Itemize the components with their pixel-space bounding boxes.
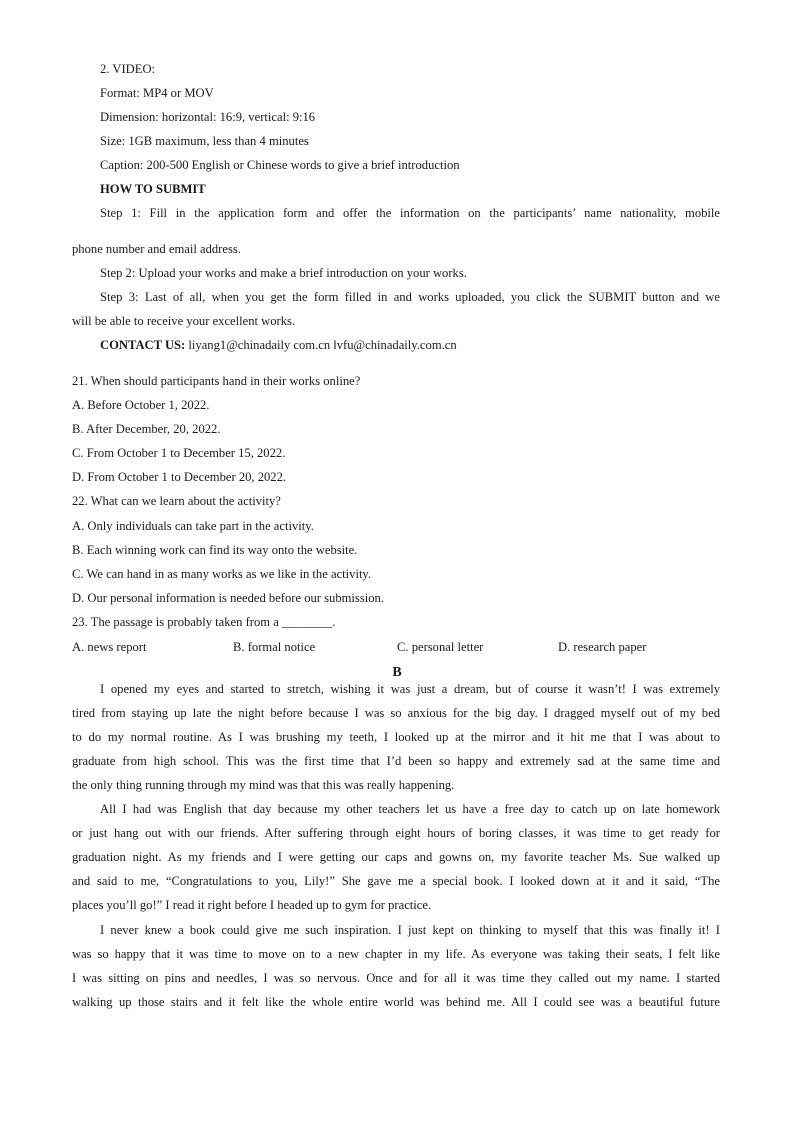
contact-line <box>100 337 457 353</box>
video-size: Size: 1GB maximum, less than 4 minutes <box>100 134 309 148</box>
q23-option-a: A. news report <box>72 640 147 654</box>
q22-option-b: B. Each winning work can find its way onto the website. <box>72 543 358 557</box>
q23-option-c: C. personal letter <box>397 640 484 654</box>
contact-emails: liyang1@chinadaily com.cn lvfu@chinadaily.com.cn <box>188 338 457 352</box>
video-dimension: Dimension: horizontal: 16:9, vertical: 9:16 <box>100 110 316 124</box>
passage-line: places you’ll go!” I read it right before I headed up to gym for practice. <box>72 898 432 912</box>
passage-line: was so happy that it was time to move on to a new chapter in my life. As everyone was taking their seats, I felt like <box>72 947 720 961</box>
q21-stem: 21. When should participants hand in their works online? <box>72 374 361 388</box>
q21-option-a: A. Before October 1, 2022. <box>72 398 210 412</box>
passage-line: I opened my eyes and started to stretch, wishing it was just a dream, but of course it wasn’t! I was extremely <box>100 682 720 696</box>
passage-line: tired from staying up late the night before because I was so anxious for the big day. I dragged myself out of my bed <box>72 706 720 720</box>
passage-line: to do my normal routine. As I was brushing my teeth, I looked up at the mirror and it hit me that I was about to <box>72 730 720 744</box>
video-heading: 2. VIDEO: <box>100 62 156 76</box>
passage-line: All I had was English that day because my other teachers let us have a free day to catch up on late homework <box>100 802 720 816</box>
submit-step1-line1: Step 1: Fill in the application form and offer the information on the participants’ name nationality, mobile <box>100 206 720 220</box>
q23-option-d: D. research paper <box>558 640 647 654</box>
video-caption: Caption: 200-500 English or Chinese words to give a brief introduction <box>100 158 460 172</box>
submit-step1-line2: phone number and email address. <box>72 242 241 256</box>
passage-line: walking up those stairs and it felt like the whole entire world was behind me. All I could see was a beautiful future <box>72 995 720 1009</box>
passage-line: or just hang out with our friends. After suffering through eight hours of boring classes, it was time to get ready for <box>72 826 720 840</box>
q23-options <box>72 639 722 655</box>
q22-stem: 22. What can we learn about the activity? <box>72 494 281 508</box>
passage-line: graduation night. As my friends and I were getting our caps and gowns on, my favorite teacher Ms. Sue walked up <box>72 850 720 864</box>
passage-line: I was sitting on pins and needles, I was so nervous. Once and for all it was time they called out my name. I started <box>72 971 720 985</box>
passage-line: and said to me, “Congratulations to you, Lily!” She gave me a special book. I looked down at it and it said, “The <box>72 874 720 888</box>
submit-heading: HOW TO SUBMIT <box>100 182 206 196</box>
passage-b-title: B <box>392 665 402 680</box>
passage-line: I never knew a book could give me such inspiration. I just kept on thinking to myself that this was finally it! I <box>100 923 720 937</box>
q21-option-b: B. After December, 20, 2022. <box>72 422 221 436</box>
q21-option-d: D. From October 1 to December 20, 2022. <box>72 470 287 484</box>
q23-stem: 23. The passage is probably taken from a ________. <box>72 615 336 629</box>
q23-option-b: B. formal notice <box>233 640 316 654</box>
submit-step3-line2: will be able to receive your excellent works. <box>72 314 296 328</box>
passage-line: graduate from high school. This was the first time that I’d been so happy and extremely sad at the same time and <box>72 754 720 768</box>
q21-option-c: C. From October 1 to December 15, 2022. <box>72 446 286 460</box>
q22-option-d: D. Our personal information is needed before our submission. <box>72 591 384 605</box>
q22-option-a: A. Only individuals can take part in the activity. <box>72 519 314 533</box>
q22-option-c: C. We can hand in as many works as we like in the activity. <box>72 567 372 581</box>
submit-step3-line1: Step 3: Last of all, when you get the form filled in and works uploaded, you click the SUBMIT button and we <box>100 290 720 304</box>
submit-step2: Step 2: Upload your works and make a brief introduction on your works. <box>100 266 467 280</box>
contact-label: CONTACT US: <box>100 338 186 352</box>
video-format: Format: MP4 or MOV <box>100 86 214 100</box>
passage-line: the only thing running through my mind was that this was really happening. <box>72 778 455 792</box>
